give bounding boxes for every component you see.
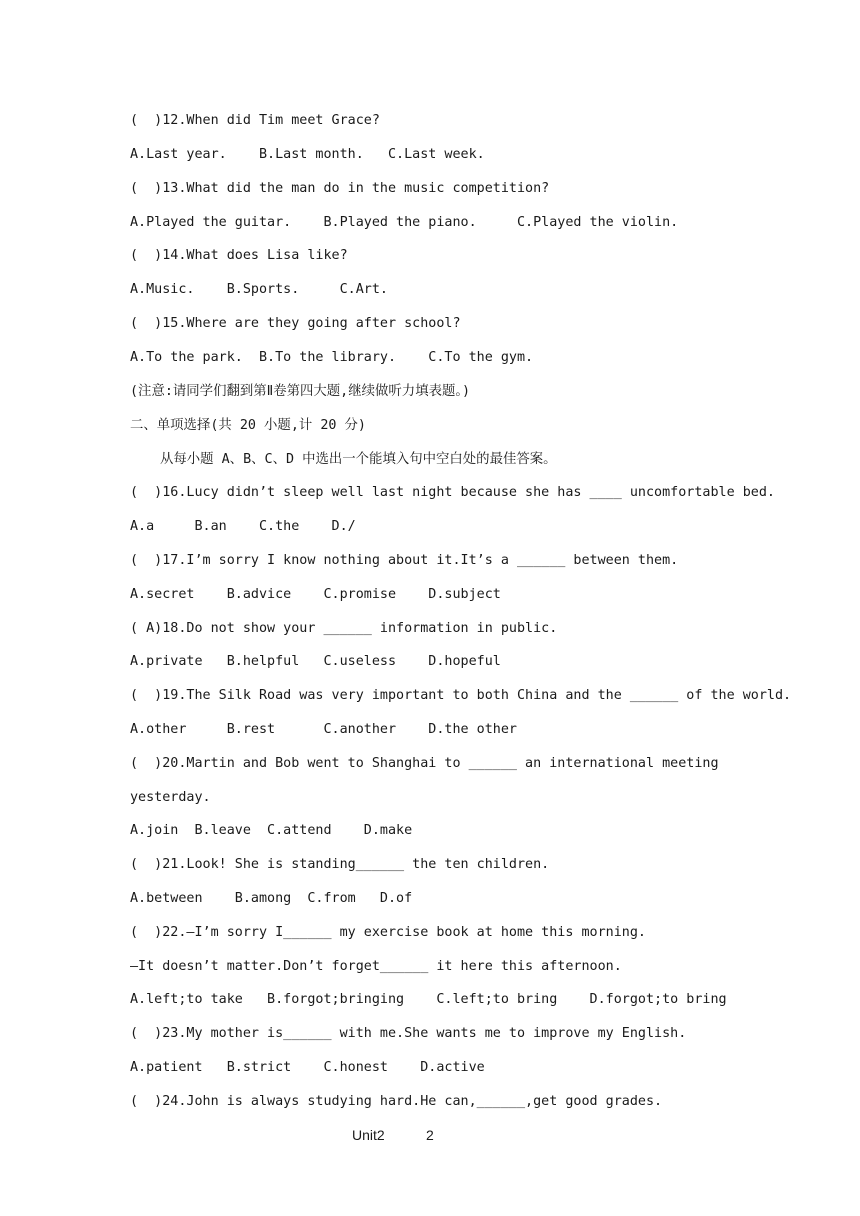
question-22: ( )22.—I’m sorry I______ my exercise book at home this morning.	[130, 925, 646, 940]
section-instructions: 从每小题 A、B、C、D 中选出一个能填入句中空白处的最佳答案。	[160, 452, 557, 467]
question-19: ( )19.The Silk Road was very important to both China and the ______ of the world.	[130, 688, 792, 703]
question-16: ( )16.Lucy didn’t sleep well last night because she has ____ uncomfortable bed.	[130, 485, 775, 500]
question-21: ( )21.Look! She is standing______ the ten children.	[130, 857, 550, 872]
question-22-dialogue: —It doesn’t matter.Don’t forget______ it here this afternoon.	[130, 959, 622, 974]
question-17: ( )17.I’m sorry I know nothing about it.It’s a ______ between them.	[130, 553, 679, 568]
question-15-options: A.To the park. B.To the library. C.To the gym.	[130, 350, 534, 365]
question-20-continuation: yesterday.	[130, 790, 211, 805]
question-20-options: A.join B.leave C.attend D.make	[130, 823, 413, 838]
question-20: ( )20.Martin and Bob went to Shanghai to ______ an international meeting	[130, 756, 719, 771]
question-14: ( )14.What does Lisa like?	[130, 248, 348, 263]
question-14-options: A.Music. B.Sports. C.Art.	[130, 282, 388, 297]
question-12: ( )12.When did Tim meet Grace?	[130, 113, 380, 128]
question-23-options: A.patient B.strict C.honest D.active	[130, 1060, 485, 1075]
listening-note: (注意:请同学们翻到第Ⅱ卷第四大题,继续做听力填表题。)	[130, 384, 471, 399]
question-15: ( )15.Where are they going after school?	[130, 316, 461, 331]
footer-unit: Unit2	[352, 1127, 385, 1143]
question-22-options: A.left;to take B.forgot;bringing C.left;to bring D.forgot;to bring	[130, 992, 727, 1007]
question-23: ( )23.My mother is______ with me.She wants me to improve my English.	[130, 1026, 687, 1041]
footer-page-number: 2	[426, 1127, 434, 1143]
question-24: ( )24.John is always studying hard.He can,______,get good grades.	[130, 1094, 663, 1109]
question-13: ( )13.What did the man do in the music competition?	[130, 181, 550, 196]
question-12-options: A.Last year. B.Last month. C.Last week.	[130, 147, 485, 162]
section-heading: 二、单项选择(共 20 小题,计 20 分)	[130, 418, 366, 433]
question-16-options: A.a B.an C.the D./	[130, 519, 356, 534]
question-18-options: A.private B.helpful C.useless D.hopeful	[130, 654, 501, 669]
question-18: ( A)18.Do not show your ______ information in public.	[130, 621, 558, 636]
question-21-options: A.between B.among C.from D.of	[130, 891, 413, 906]
question-17-options: A.secret B.advice C.promise D.subject	[130, 587, 501, 602]
question-19-options: A.other B.rest C.another D.the other	[130, 722, 517, 737]
question-13-options: A.Played the guitar. B.Played the piano. C.Played the violin.	[130, 215, 679, 230]
